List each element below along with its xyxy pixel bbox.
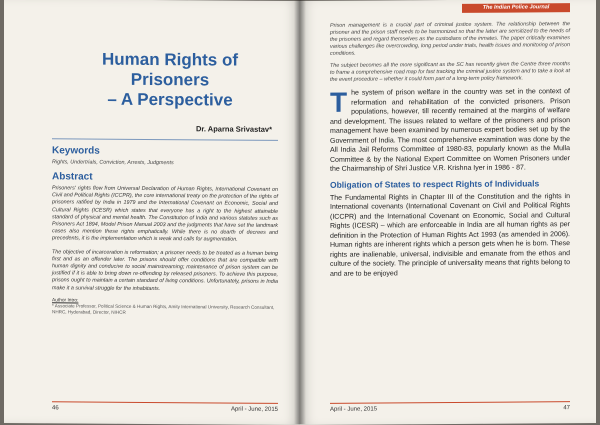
right-page: [300, 0, 596, 425]
left-folio: [52, 401, 278, 413]
footnote-label: Author Intro:: [52, 298, 79, 304]
title-divider: [52, 138, 278, 141]
title-line-1: Human Rights of Prisoners: [102, 49, 238, 90]
right-issue-date: April - June, 2015: [330, 406, 378, 413]
abstract-paragraph-2: The objective of incarceration is reformation; a prisoner needs to be treated as a human being first and as an offender later. The prisons should offer conditions that are compatible with human dignity and conducive to social mainstreaming; maintenance of prison system can be justified if it is able to bring down re-offending by released prisoners. To achieve this purpose, prisons ought to maintain a certain standard of living conditions. Unfortunately, prisons in India make it a survival struggle for the inhabitants.: [52, 248, 278, 292]
keywords-text: Rights, Undertrials, Conviction, Arrests, Judgments: [52, 159, 174, 167]
body-paragraph-1: [330, 87, 570, 174]
left-issue-date: April - June, 2015: [230, 406, 278, 413]
left-page-number: 46: [52, 405, 59, 412]
abstract-paragraph-3: Prison management is a crucial part of criminal justice system. The relationship between the prisoner and the prison staff needs to be harmonized so that the latter are sensitized to the needs of the prisoners and regard themselves as the custodians of the inmates. The paper critically examines various challenges like overcrowding, long period under trials, health issues and monitoring of prison conditions.: [330, 21, 570, 57]
section-subheading: Obligation of States to respect Rights of Individuals: [330, 177, 540, 190]
title-line-2: – A Perspective: [107, 89, 233, 110]
abstract-paragraph-1: Prisoners' rights flow from Universal Declaration of Human Rights, International Covenant on Civil and Political Rights (ICCPR), the core international treaty on the protection of the rights of prisoners ratified by India in 1979 and the International Covenant on Economic, Social and Cultural Rights (ICESR) which states that everyone has a right to the highest attainable standard of physical and mental health. The Constitution of India and various statutes such as Prisoners Act 1894, Model Prison Manual 2003 and the judgments that have set the landmark cases also mention these rights emphatically. While there is no dearth of decrees and precedents, it is the implementation which is weak and calls for augmentation.: [52, 185, 278, 244]
body-paragraph-1-text: he system of prison welfare in the country was set in the context of reformation and rehabilitation of the convicted prisoners. Prison populations, however, till recently remained at the margins of welfare and development. The issues related to welfare of the prisoners and prison management have been examined by numerous expert bodies set up by the Government of India. The most comprehensive examination was done by the All India Jail Reforms Committee of 1980-83, popularly known as the Mulla Committee & by the National Expert Committee on Women Prisoners under the Chairmanship of Shri Justice V.R. Krishna Iyer in 1986 - 87.: [330, 88, 570, 173]
left-page: [4, 0, 300, 425]
author-byline: Dr. Aparna Srivastav*: [195, 124, 272, 134]
author-footnote: * Associate Professor, Political Science & Human Rights, Amity International University, Research Consultant, NHRC, Hyderabad, Director, NIHCR: [52, 303, 275, 315]
article-title: [52, 49, 278, 111]
keywords-heading: Keywords: [52, 145, 100, 157]
right-folio: [330, 401, 570, 413]
abstract-heading: Abstract: [52, 171, 93, 183]
journal-name-tab: The Indian Police Journal: [462, 3, 570, 13]
book-gutter: [294, 0, 306, 424]
right-page-number: 47: [563, 405, 570, 412]
drop-cap: T: [330, 86, 348, 118]
body-paragraph-2: The Fundamental Rights in Chapter III of the Constitution and the rights in International covenants (International Covenant on Civil and Political Rights (ICCPR) and the International Covenant on Economic, Social and Cultural Rights (ICESR) – which are enforceable in India are all human rights as per definition in the Protection of Human Rights Act 1993 (as amended in 2006). Human rights are inherent rights which a person gets when he is born. These rights are inalienable, universal, indivisible and emanate from the ethos and culture of the society. The principle of universality means that rights belong to and are to be enjoyed: [330, 192, 570, 278]
abstract-paragraph-4: The subject becomes all the more significant as the SC has recently given the Centre three months to frame a comprehensive road map for fast tracking the criminal justice system and to take a look at the event procedure – whether it could form part of a long-term policy framework.: [330, 61, 570, 83]
